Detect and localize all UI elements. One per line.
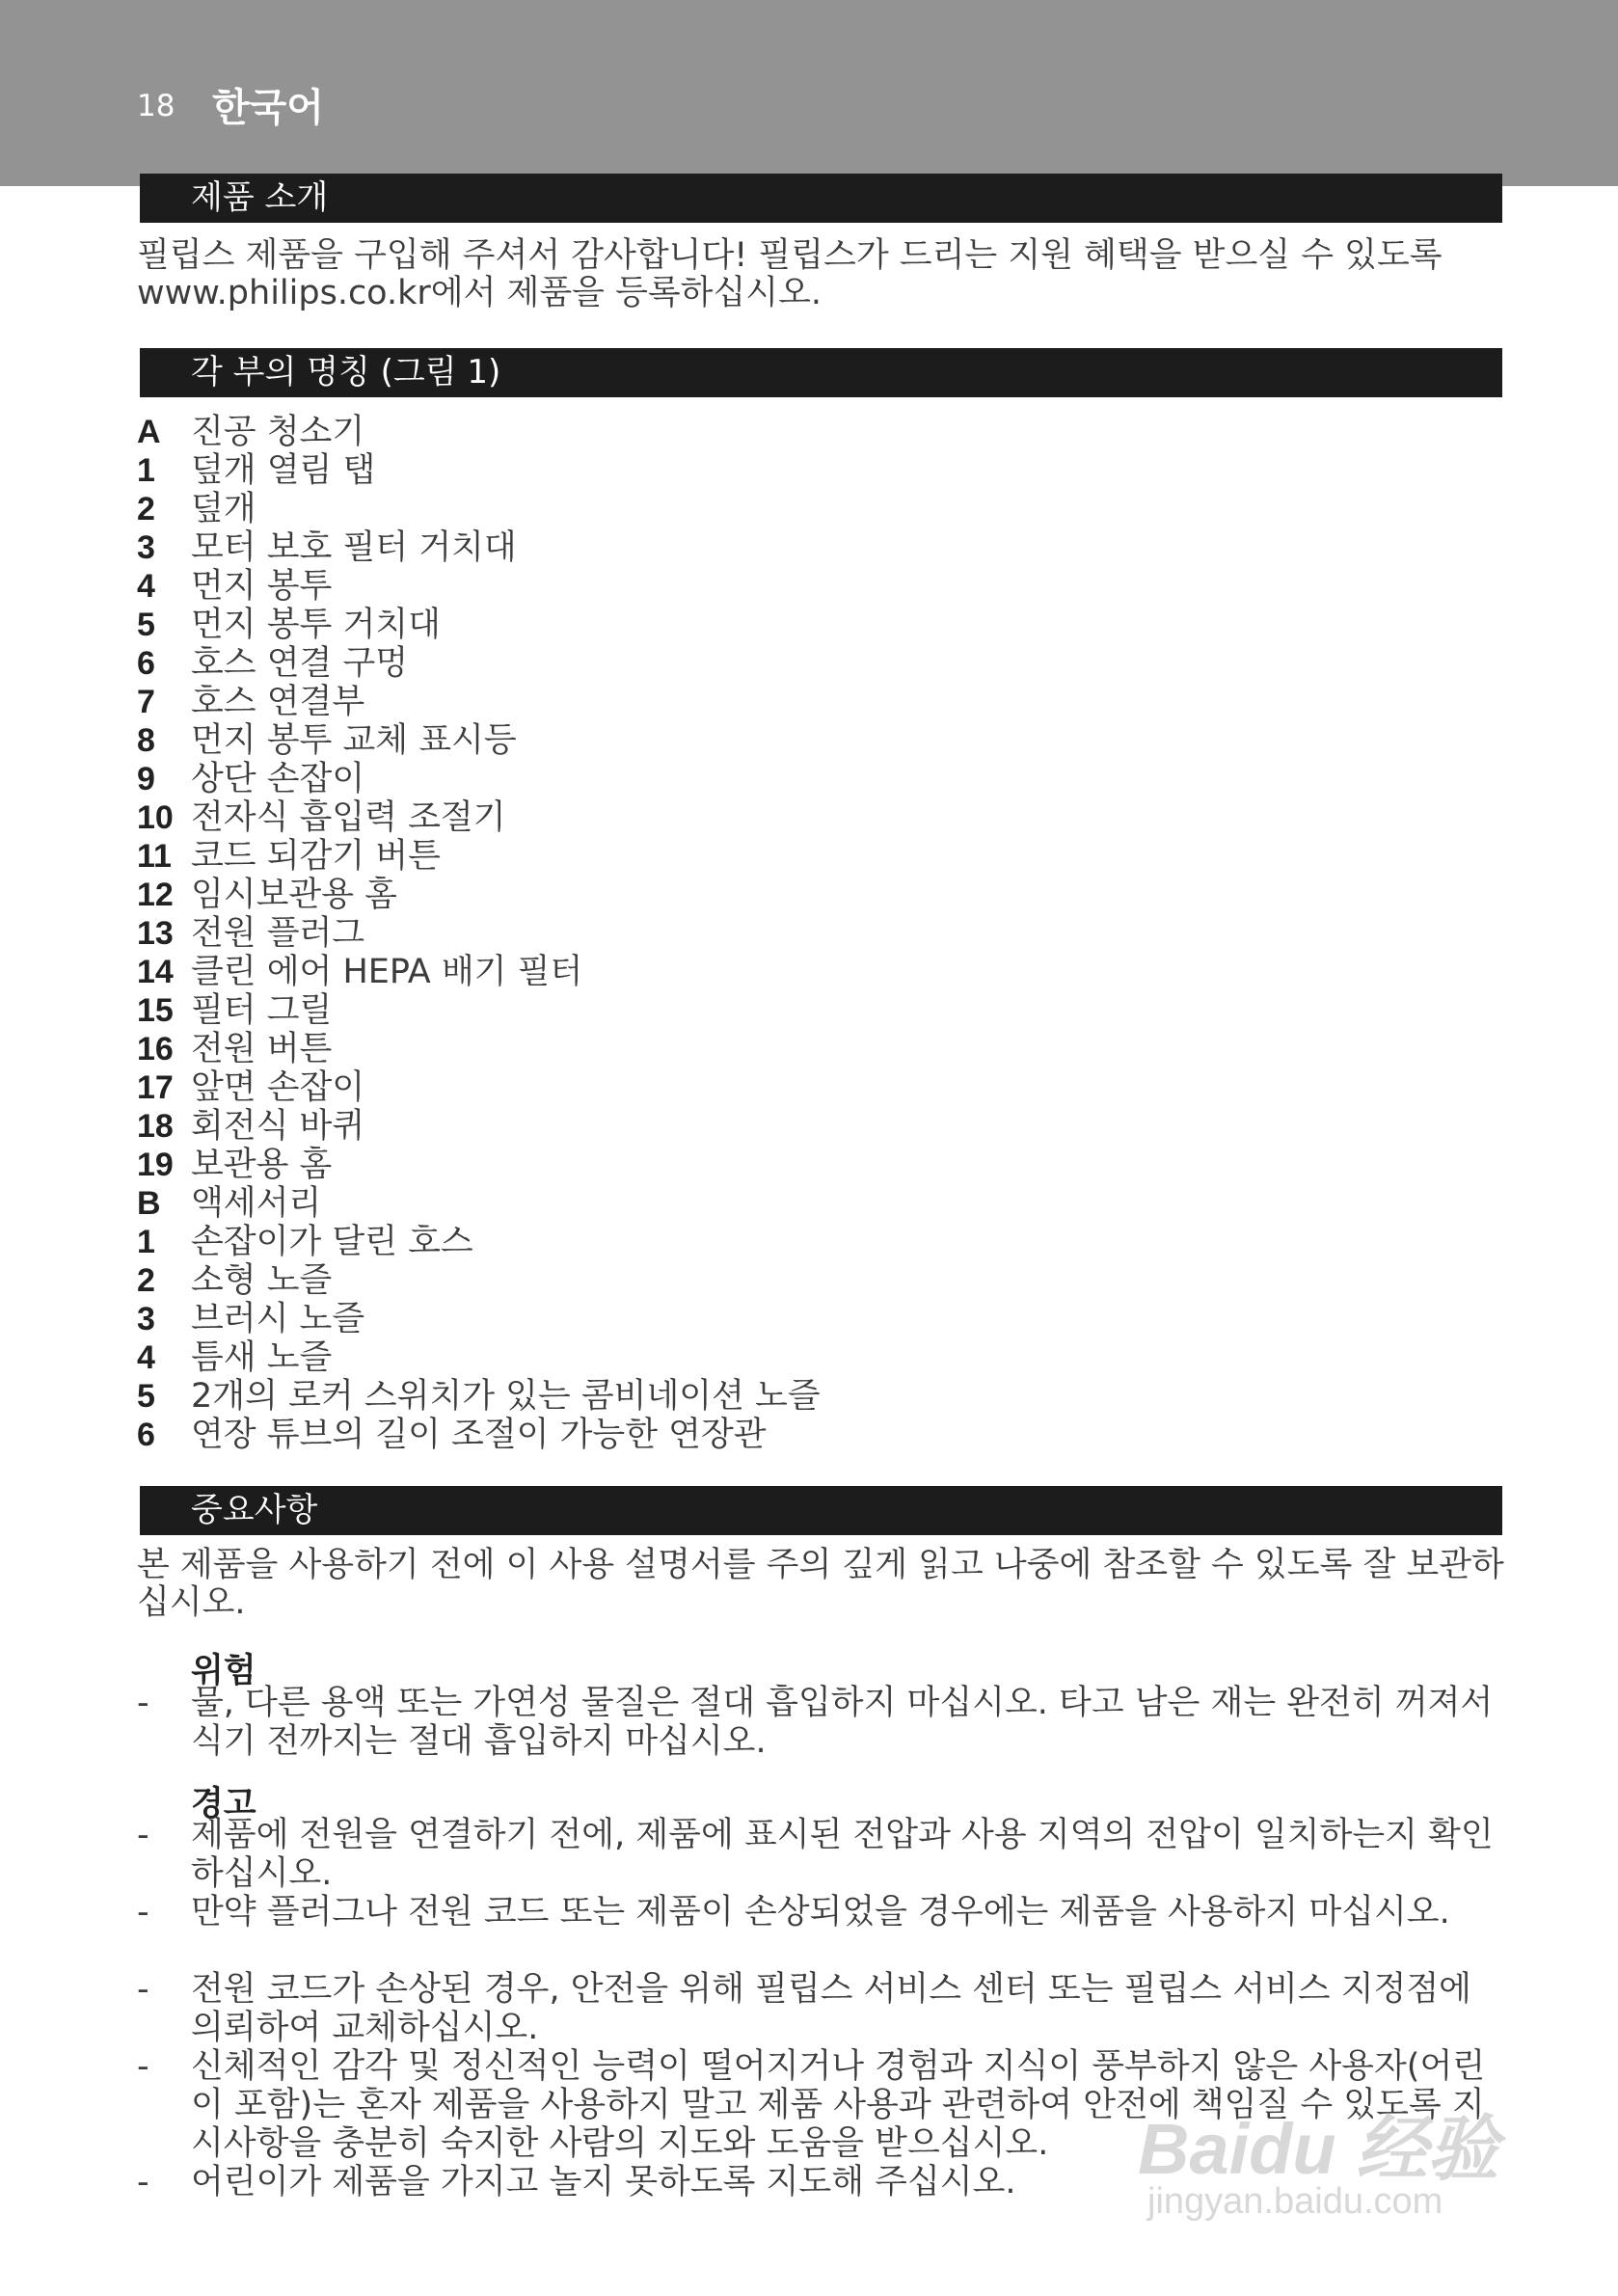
- list-item: [137, 798, 1506, 837]
- item-key: 9: [137, 761, 155, 797]
- list-item: [137, 1184, 1506, 1223]
- item-label: 먼지 봉투 교체 표시등: [191, 721, 517, 760]
- item-label: 앞면 손잡이: [191, 1068, 365, 1107]
- item-label: 회전식 바퀴: [191, 1107, 365, 1146]
- item-label: 먼지 봉투 거치대: [191, 606, 441, 644]
- item-key: 1: [137, 1224, 155, 1260]
- item-label: 액세서리: [191, 1184, 322, 1223]
- item-key: 13: [137, 915, 174, 952]
- item-label: 상단 손잡이: [191, 760, 365, 798]
- list-item: [137, 1107, 1506, 1146]
- item-label: 소형 노즐: [191, 1261, 333, 1300]
- item-label: 진공 청소기: [191, 413, 365, 451]
- item-key: 5: [137, 607, 155, 643]
- item-label: 클린 에어 HEPA 배기 필터: [191, 953, 583, 991]
- list-item: [137, 1261, 1506, 1300]
- item-label: 필터 그릴: [191, 991, 333, 1030]
- item-key: 2: [137, 491, 155, 527]
- warning-bullet: [137, 1893, 1506, 1931]
- page-number: 18: [137, 89, 175, 123]
- list-item: [137, 1300, 1506, 1338]
- section-title-important: 중요사항: [140, 1486, 1502, 1535]
- item-key: 4: [137, 568, 155, 605]
- bullet-text: 만약 플러그나 전원 코드 또는 제품이 손상되었을 경우에는 제품을 사용하지 마십시오.: [191, 1893, 1450, 1931]
- bullet-dash: -: [137, 1970, 149, 2009]
- section-title-intro: 제품 소개: [140, 174, 1502, 223]
- item-label: 전원 버튼: [191, 1030, 333, 1068]
- danger-bullet: [137, 1684, 1506, 1761]
- item-key: 3: [137, 529, 155, 566]
- bullet-text: 전원 코드가 손상된 경우, 안전을 위해 필립스 서비스 센터 또는 필립스 서비스 지정점에 의뢰하여 교체하십시오.: [191, 1970, 1471, 2047]
- item-key: 15: [137, 992, 174, 1029]
- list-item: [137, 451, 1506, 490]
- danger-title: 위험: [191, 1652, 256, 1690]
- list-item: [137, 1416, 1506, 1454]
- item-key: 17: [137, 1069, 174, 1106]
- item-key: 2: [137, 1262, 155, 1299]
- list-item: [137, 1338, 1506, 1377]
- item-label: 틈새 노즐: [191, 1338, 333, 1377]
- page-language: 한국어: [212, 86, 324, 130]
- item-key: 11: [137, 838, 172, 875]
- bullet-dash: -: [137, 2047, 149, 2086]
- item-label: 호스 연결부: [191, 683, 365, 721]
- item-key: 1: [137, 452, 155, 489]
- list-item: [137, 606, 1506, 644]
- list-item: [137, 528, 1506, 567]
- header-band: [0, 0, 1618, 186]
- bullet-dash: -: [137, 1816, 149, 1854]
- list-item: [137, 1146, 1506, 1184]
- list-item: [137, 721, 1506, 760]
- list-item: [137, 1030, 1506, 1068]
- item-label: 호스 연결 구멍: [191, 644, 409, 683]
- list-item: [137, 490, 1506, 528]
- parts-list: [137, 413, 1506, 1454]
- watermark-logo: Baidu 经验: [1138, 2109, 1499, 2189]
- item-key: 19: [137, 1147, 174, 1183]
- bullet-dash: -: [137, 2163, 149, 2201]
- item-label: 덮개 열림 탭: [191, 451, 376, 490]
- warning-bullet: [137, 1970, 1506, 2047]
- bullet-dash: -: [137, 1893, 149, 1931]
- list-item: [137, 1377, 1506, 1416]
- bullet-dash: -: [137, 1684, 149, 1722]
- list-item: [137, 413, 1506, 451]
- item-label: 2개의 로커 스위치가 있는 콤비네이션 노즐: [191, 1377, 821, 1416]
- item-key: 7: [137, 684, 155, 720]
- list-item: [137, 953, 1506, 991]
- list-item: [137, 914, 1506, 953]
- list-item: [137, 991, 1506, 1030]
- item-key: 8: [137, 722, 155, 759]
- item-key: 14: [137, 954, 174, 990]
- item-label: 모터 보호 필터 거치대: [191, 528, 517, 567]
- item-key: B: [137, 1185, 161, 1222]
- section-title-parts: 각 부의 명칭 (그림 1): [140, 348, 1502, 397]
- item-key: 6: [137, 645, 155, 682]
- item-label: 브러시 노즐: [191, 1300, 365, 1338]
- item-label: 전자식 흡입력 조절기: [191, 798, 506, 837]
- watermark: [1138, 2093, 1524, 2228]
- bullet-text: 제품에 전원을 연결하기 전에, 제품에 표시된 전압과 사용 지역의 전압이 일치하는지 확인하십시오.: [191, 1816, 1494, 1893]
- item-label: 전원 플러그: [191, 914, 365, 953]
- bullet-text: 어린이가 제품을 가지고 놀지 못하도록 지도해 주십시오.: [191, 2163, 1016, 2201]
- list-item: [137, 837, 1506, 876]
- item-key: 5: [137, 1378, 155, 1415]
- item-key: 3: [137, 1301, 155, 1337]
- list-item: [137, 760, 1506, 798]
- item-key: 18: [137, 1108, 174, 1145]
- warning-title: 경고: [191, 1785, 256, 1823]
- item-label: 먼지 봉투: [191, 567, 333, 606]
- warning-bullet: [137, 1816, 1506, 1893]
- item-key: A: [137, 414, 161, 450]
- list-item: [137, 1068, 1506, 1107]
- list-item: [137, 876, 1506, 914]
- list-item: [137, 683, 1506, 721]
- item-key: 12: [137, 877, 174, 913]
- list-item: [137, 644, 1506, 683]
- intro-text: 필립스 제품을 구입해 주셔서 감사합니다! 필립스가 드리는 지원 혜택을 받으실 수 있도록 www.philips.co.kr에서 제품을 등록하십시오.: [137, 236, 1443, 312]
- item-label: 손잡이가 달린 호스: [191, 1223, 473, 1261]
- item-key: 4: [137, 1339, 155, 1376]
- bullet-text: 물, 다른 용액 또는 가연성 물질은 절대 흡입하지 마십시오. 타고 남은 재는 완전히 꺼져서 식기 전까지는 절대 흡입하지 마십시오.: [191, 1684, 1494, 1761]
- item-label: 보관용 홈: [191, 1146, 333, 1184]
- important-text: 본 제품을 사용하기 전에 이 사용 설명서를 주의 깊게 읽고 나중에 참조할 수 있도록 잘 보관하십시오.: [137, 1546, 1504, 1622]
- item-label: 덮개: [191, 490, 256, 528]
- item-label: 임시보관용 홈: [191, 876, 397, 914]
- list-item: [137, 1223, 1506, 1261]
- item-key: 10: [137, 799, 174, 836]
- item-key: 6: [137, 1417, 155, 1453]
- item-label: 연장 튜브의 길이 조절이 가능한 연장관: [191, 1416, 767, 1454]
- item-label: 코드 되감기 버튼: [191, 837, 441, 876]
- list-item: [137, 567, 1506, 606]
- bullet-text: 신체적인 감각 및 정신적인 능력이 떨어지거나 경험과 지식이 풍부하지 않은 사용자(어린이 포함)는 혼자 제품을 사용하지 말고 제품 사용과 관련하여 안전에 책임질 수 있도록 지시사항을 충분히 숙지한 사람의 지도와 도움을 받으십시오.: [191, 2047, 1486, 2163]
- watermark-url: jingyan.baidu.com: [1147, 2181, 1443, 2222]
- item-key: 16: [137, 1031, 174, 1067]
